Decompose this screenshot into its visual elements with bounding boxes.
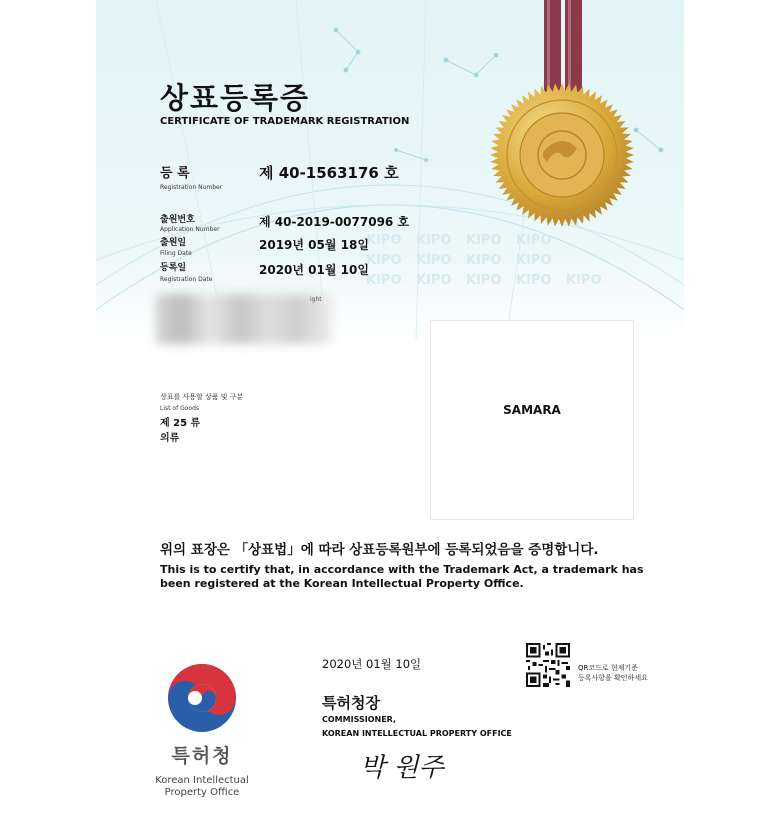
page-title-en: CERTIFICATE OF TRADEMARK REGISTRATION (160, 116, 410, 127)
registration-label: 등 록 (160, 166, 190, 181)
svg-text:KIPO: KIPO (516, 233, 552, 248)
svg-text:KIPO: KIPO (416, 233, 452, 248)
office-name-en-line1: Korean Intellectual (155, 775, 249, 786)
commissioner-title: 특허청장 (322, 694, 380, 712)
registration-date-label: 등록일 (160, 263, 187, 273)
svg-text:박 원주: 박 원주 (360, 753, 444, 783)
trademark-box (430, 320, 634, 520)
registration-date-label-en: Registration Date (160, 276, 213, 283)
issue-date: 2020년 01월 10일 (322, 657, 422, 671)
filing-label-en: Filing Date (160, 250, 192, 257)
svg-text:KIPO: KIPO (366, 253, 402, 268)
filing-label: 출원일 (160, 238, 187, 248)
signature (358, 746, 488, 786)
certification-text-en (160, 563, 644, 591)
goods-name: 의류 (160, 433, 180, 444)
svg-text:KIPO: KIPO (416, 273, 452, 288)
page-title: 상표등록증 (160, 81, 311, 115)
svg-text:KIPO: KIPO (516, 273, 552, 288)
goods-label-en: List of Goods (160, 405, 200, 412)
qr-instruction-line2: 등록사항을 확인하세요 (578, 674, 648, 682)
certification-text-ko: 위의 표장은 「상표법」에 따라 상표등록원부에 등록되었음을 증명합니다. (160, 542, 599, 558)
office-name-en-line2: Property Office (164, 787, 240, 798)
commissioner-title-en-line2: KOREAN INTELLECTUAL PROPERTY OFFICE (322, 729, 512, 738)
svg-text:KIPO: KIPO (466, 253, 502, 268)
redacted-holder-info (156, 294, 332, 344)
qr-instruction (578, 663, 648, 683)
holder-partial-label: ight (310, 296, 322, 303)
registration-date: 2020년 01월 10일 (259, 263, 369, 277)
gold-seal-icon (489, 82, 635, 228)
qr-instruction-line1: QR코드로 현재기준 (578, 664, 638, 672)
application-label-en: Application Number (160, 226, 220, 233)
svg-text:KIPO: KIPO (466, 233, 502, 248)
office-name-en (136, 775, 268, 799)
certification-text-en-line1: This is to certify that, in accordance with the Trademark Act, a trademark has (160, 563, 644, 576)
kipo-taegeuk-logo-icon (166, 662, 238, 734)
ribbon (542, 0, 584, 92)
application-number: 제 40-2019-0077096 호 (259, 215, 410, 229)
svg-text:KIPO: KIPO (416, 253, 452, 268)
filing-date: 2019년 05월 18일 (259, 238, 369, 252)
svg-text:KIPO: KIPO (466, 273, 502, 288)
registration-label-en: Registration Number (160, 184, 223, 191)
application-label: 출원번호 (160, 215, 195, 225)
commissioner-title-en-line1: COMMISSIONER, (322, 715, 397, 724)
certification-text-en-line2: been registered at the Korean Intellectual Property Office. (160, 577, 524, 590)
trademark-name: SAMARA (503, 403, 561, 417)
goods-label: 상표를 사용할 상품 및 구분 (160, 393, 244, 401)
certificate-page (96, 0, 684, 837)
goods-class: 제 25 류 (160, 418, 201, 429)
registration-number: 제 40-1563176 호 (259, 164, 399, 182)
qr-code-icon[interactable] (526, 643, 570, 687)
svg-text:KIPO: KIPO (516, 253, 552, 268)
commissioner-title-en (322, 713, 512, 741)
office-name-ko: 특허청 (171, 745, 233, 767)
svg-text:KIPO: KIPO (366, 233, 402, 248)
svg-text:KIPO: KIPO (566, 273, 602, 288)
svg-text:KIPO: KIPO (366, 273, 402, 288)
